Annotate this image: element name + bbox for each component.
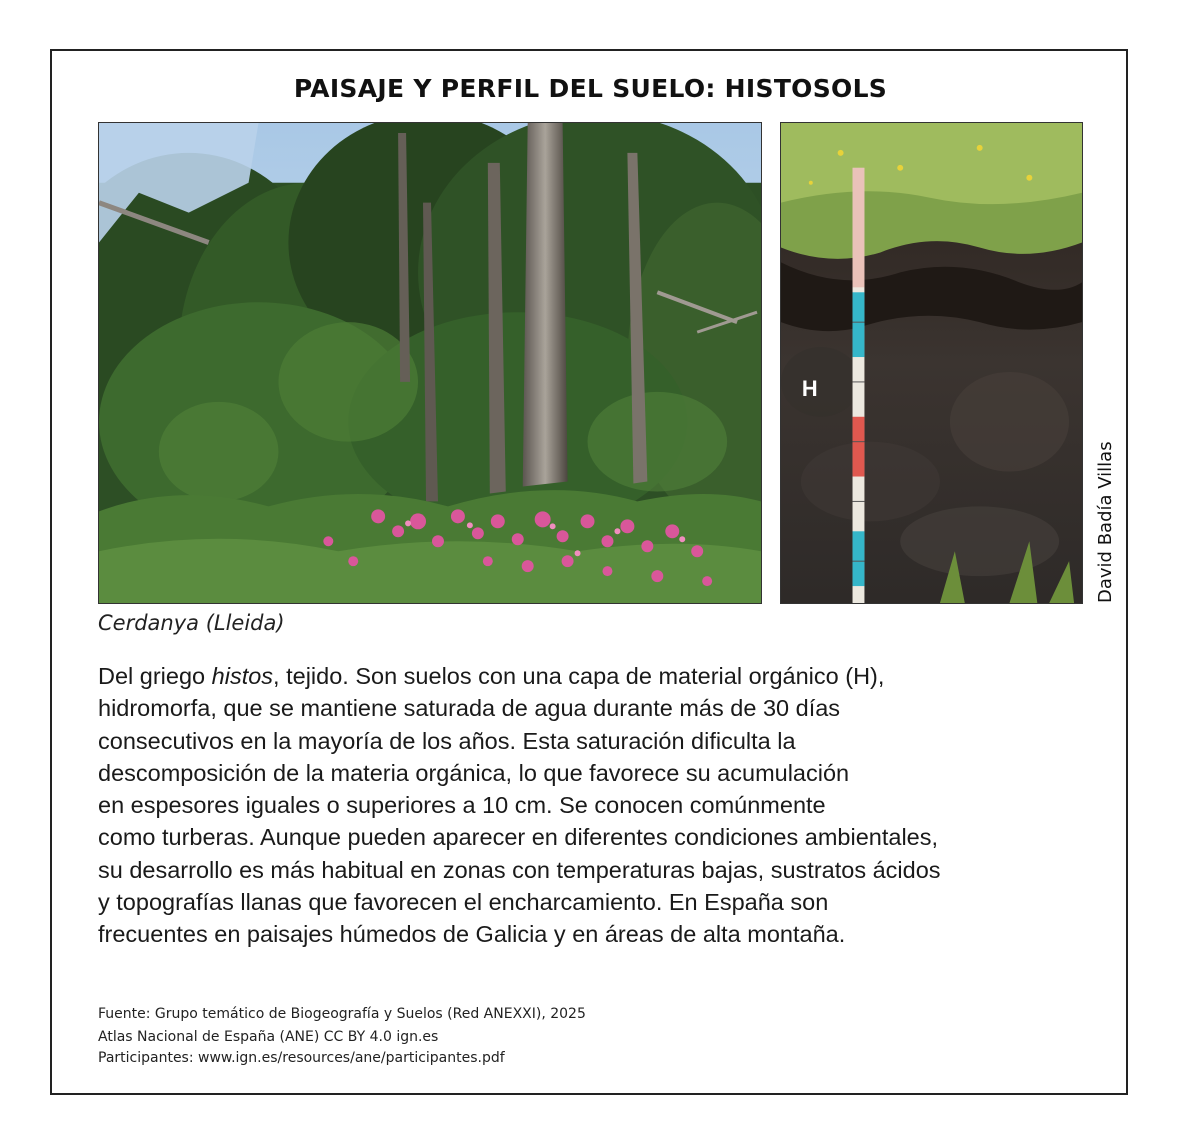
description-line <box>98 660 1108 692</box>
soil-profile-photo <box>780 122 1083 604</box>
description-line: su desarrollo es más habitual en zonas con temperaturas bajas, sustratos ácidos <box>98 856 941 883</box>
atlas-license-line: Atlas Nacional de España (ANE) CC BY 4.0 ign.es <box>98 1029 439 1045</box>
description-line: y topografías llanas que favorecen el encharcamiento. En España son <box>98 889 829 916</box>
description-line: como turberas. Aunque pueden aparecer en diferentes condiciones ambientales, <box>98 824 939 851</box>
description-line-start: Del griego <box>98 663 212 689</box>
description-text <box>98 660 1108 951</box>
description-line: en espesores iguales o superiores a 10 cm. Se conocen comúnmente <box>98 792 826 819</box>
forest-photo-icon <box>99 123 761 603</box>
landscape-photo <box>98 122 762 604</box>
footer <box>98 1006 586 1069</box>
description-line: hidromorfa, que se mantiene saturada de agua durante más de 30 días <box>98 695 841 722</box>
soil-profile-photo-icon <box>781 123 1082 603</box>
participants-link[interactable]: Participantes: www.ign.es/resources/ane/participantes.pdf <box>98 1050 505 1066</box>
description-line: frecuentes en paisajes húmedos de Galicia y en áreas de alta montaña. <box>98 921 846 948</box>
photo-credit: David Badía Villas <box>1095 441 1116 603</box>
description-line-end: , tejido. Son suelos con una capa de material orgánico (H), <box>273 663 885 689</box>
horizon-h-label: H <box>801 375 818 401</box>
description-line: consecutivos en la mayoría de los años. Esta saturación dificulta la <box>98 727 796 754</box>
page-title: PAISAJE Y PERFIL DEL SUELO: HISTOSOLS <box>293 74 888 103</box>
description-line: descomposición de la materia orgánica, lo que favorece su acumulación <box>98 759 850 786</box>
source-line: Fuente: Grupo temático de Biogeografía y Suelos (Red ANEXXI), 2025 <box>98 1006 586 1022</box>
landscape-caption: Cerdanya (Lleida) <box>98 611 285 635</box>
etymology-term: histos <box>211 663 274 689</box>
